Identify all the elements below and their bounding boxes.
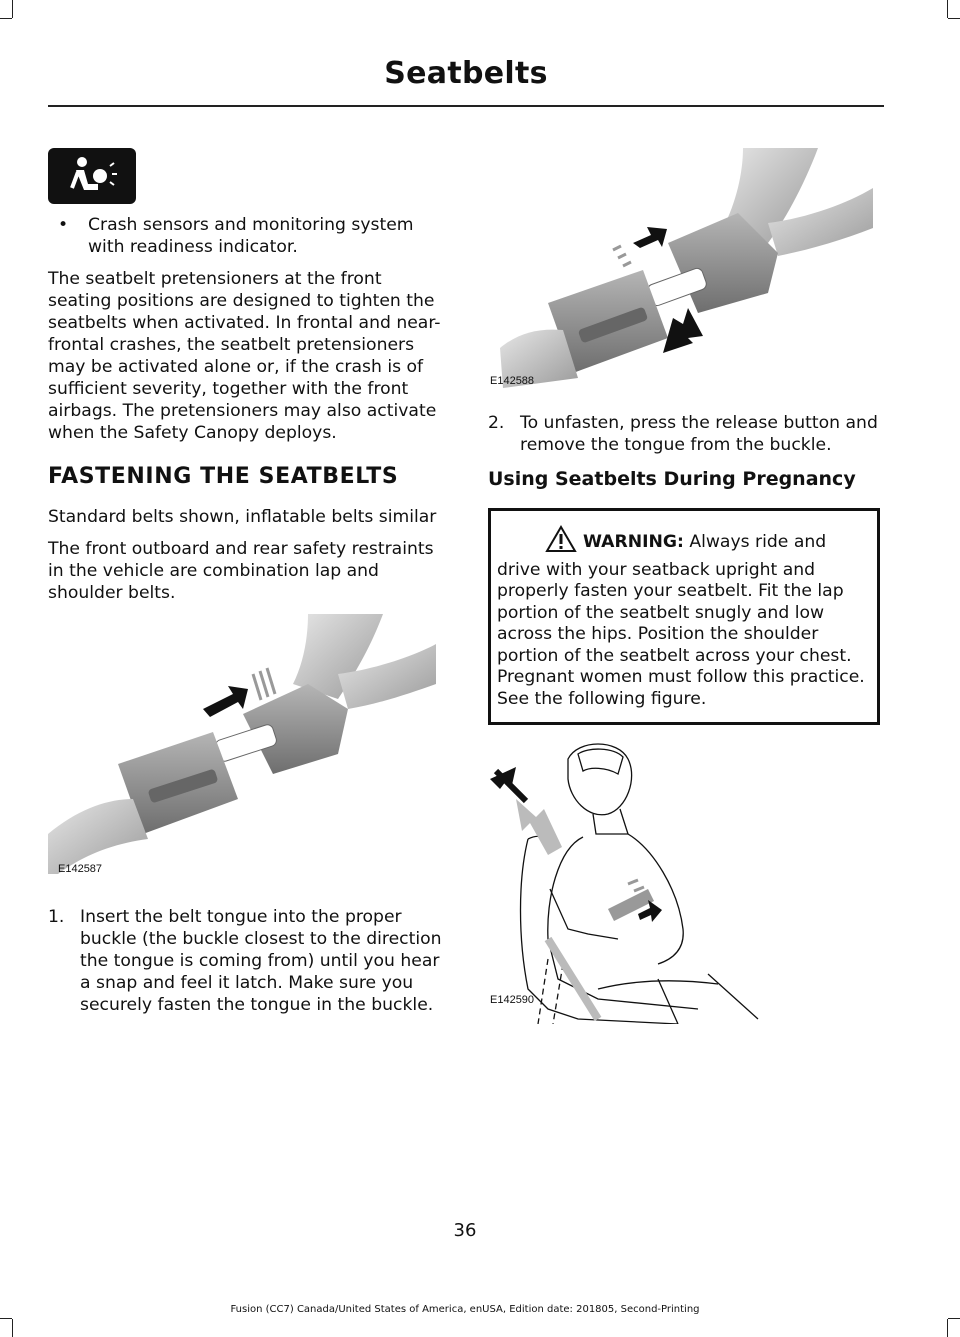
header-divider	[48, 105, 884, 107]
warning-label: WARNING:	[583, 532, 684, 552]
pregnant-woman-illustration	[488, 739, 880, 1024]
buckle-illustration	[48, 614, 448, 874]
step-1	[48, 906, 448, 1016]
figure-label: E142587	[58, 863, 103, 875]
step-number: 2.	[488, 413, 505, 433]
figure-label: E142590	[490, 994, 535, 1006]
figure-label: E142588	[490, 375, 535, 387]
edition-footer: Fusion (CC7) Canada/United States of America, enUSA, Edition date: 201805, Second-Printing	[230, 1304, 700, 1315]
list-item	[48, 214, 448, 258]
step-text: Insert the belt tongue into the proper buckle (the buckle closest to the direction the tongue is coming from) until you hear a snap and feel it latch. Make sure you securely fasten the tongue in the buckle.	[80, 907, 442, 1015]
right-column	[488, 148, 880, 1029]
bullet-text: Crash sensors and monitoring system with readiness indicator.	[88, 215, 414, 257]
warning-triangle-icon	[545, 525, 577, 560]
page-number: 36	[453, 1220, 477, 1241]
warning-text: Always ride and drive with your seatback upright and properly fasten your seatbelt. Fit the lap portion of the seatbelt snugly and low across the hips. Position the shoulder portion of the seatbelt across your chest. Pregnant women must follow this practice. See the following figure.	[497, 532, 865, 709]
warning-box	[488, 508, 880, 725]
crop-mark	[948, 18, 960, 19]
crop-mark	[12, 0, 13, 18]
crop-mark	[947, 0, 948, 18]
page-title: Seatbelts	[384, 56, 548, 91]
section-subheading: Using Seatbelts During Pregnancy	[488, 468, 856, 490]
bullet-mark: •	[58, 215, 69, 235]
crop-mark	[12, 1319, 13, 1337]
step-number: 1.	[48, 907, 65, 927]
release-illustration	[488, 148, 880, 388]
crop-mark	[947, 1319, 948, 1337]
pretensioner-paragraph: The seatbelt pretensioners at the front seating positions are designed to tighten the seatbelts when activated. In frontal and near-frontal crashes, the seatbelt pretensioners may be activated alone or, if the crash is of sufficient severity, together with the front airbags. The pretensioners may also activate when the Safety Canopy deploys.	[48, 269, 441, 443]
fasten-belt-figure	[48, 614, 448, 884]
step-2	[488, 412, 880, 456]
belts-note: Standard belts shown, inflatable belts similar	[48, 507, 437, 527]
pregnancy-figure	[488, 739, 880, 1029]
crop-mark	[0, 18, 12, 19]
crop-mark	[948, 1318, 960, 1319]
airbag-warning-icon	[48, 148, 136, 204]
page-header	[48, 56, 884, 91]
unfasten-belt-figure	[488, 148, 880, 398]
step-text: To unfasten, press the release button and remove the tongue from the buckle.	[520, 413, 878, 455]
restraints-paragraph: The front outboard and rear safety restraints in the vehicle are combination lap and shoulder belts.	[48, 539, 434, 603]
left-column	[48, 148, 448, 1026]
section-heading: FASTENING THE SEATBELTS	[48, 464, 399, 489]
crop-mark	[0, 1318, 12, 1319]
